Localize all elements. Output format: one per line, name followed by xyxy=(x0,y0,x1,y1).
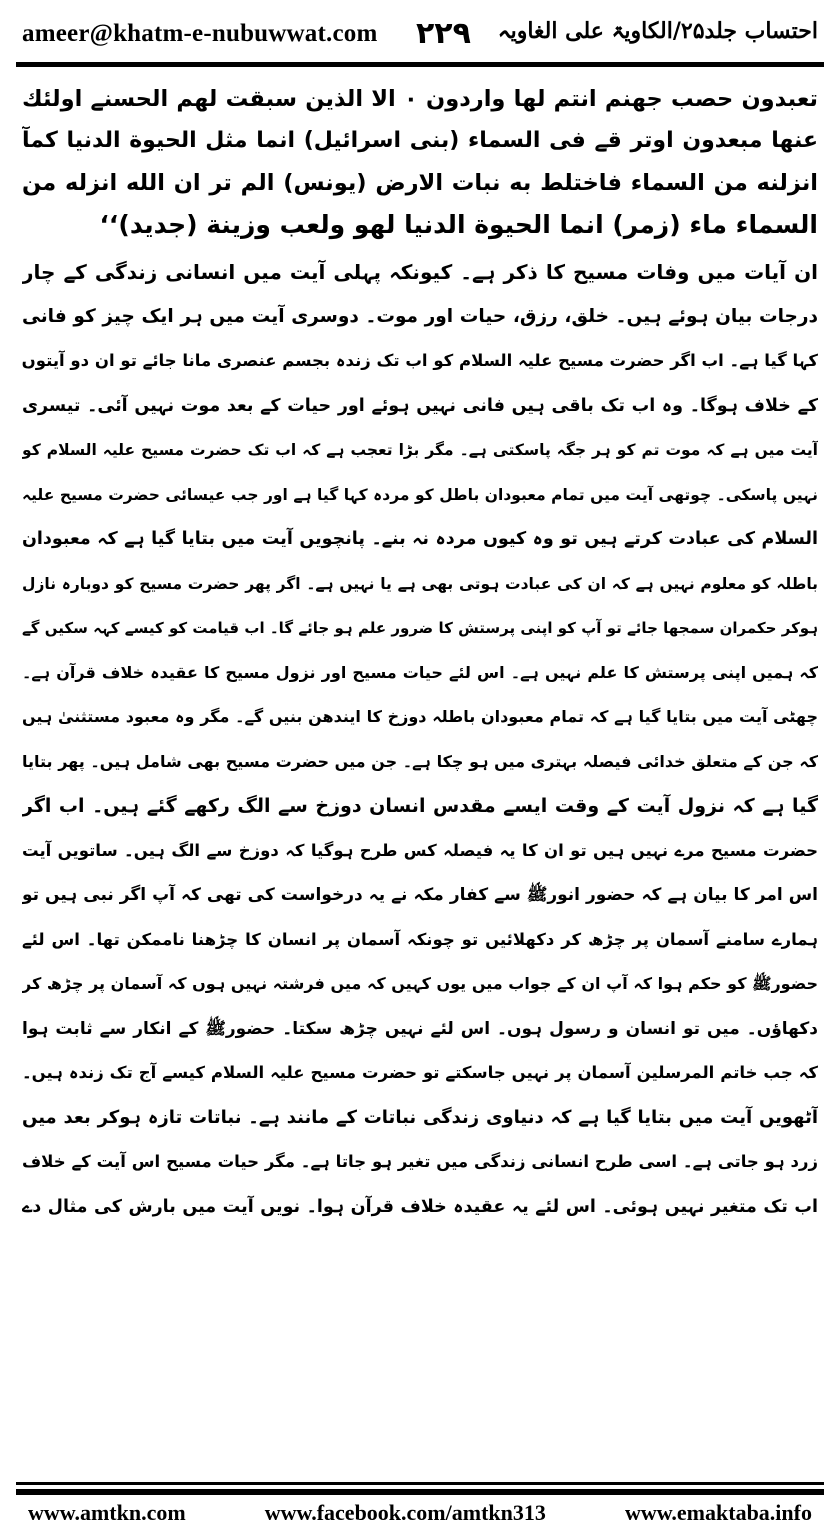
text-line: دکھاؤں۔ میں تو انسان و رسول ہوں۔ اس لئے نہیں چڑھ سکتا۔ حضورﷺ کے انکار سے ثابت ہوا xyxy=(22,1018,818,1039)
text-line: چھٹی آیت میں بتایا گیا ہے کہ تمام معبودان باطلہ دوزخ کا ایندھن بنیں گے۔ مگر وہ معبود مستثنیٰ ہیں xyxy=(22,707,818,726)
text-line: کہا گیا ہے۔ اب اگر حضرت مسیح علیہ السلام کو اب تک زندہ بجسم عنصری مانا جائے تو ان دو آیتوں xyxy=(22,351,818,370)
text-line: اس امر کا بیان ہے کہ حضور انورﷺ سے کفار مکہ نے یہ درخواست کی تھی کہ آپ اگر نبی ہیں تو xyxy=(22,885,818,905)
header-rule xyxy=(16,62,824,67)
page-footer xyxy=(16,1500,824,1536)
text-line: السلام کی عبادت کرتے ہیں تو وہ کیوں مردہ نہ بنے۔ پانچویں آیت میں بتایا گیا ہے کہ معبودان xyxy=(22,529,818,549)
text-line: زرد ہو جاتی ہے۔ اسی طرح انسانی زندگی میں تغیر ہو جاتا ہے۔ مگر حیات مسیح اس آیت کے خلاف xyxy=(22,1152,818,1171)
urdu-paragraph xyxy=(22,250,818,1229)
header-email: ameer@khatm-e-nubuwwat.com xyxy=(22,20,378,47)
footer-rule-thick xyxy=(16,1489,824,1495)
text-line: کہ جن کے متعلق خدائی فیصلہ بہتری میں ہو چکا ہے۔ جن میں حضرت مسیح بھی شامل ہیں۔ پھر بتایا xyxy=(22,751,818,771)
text-line: آیت میں ہے کہ موت تم کو ہر جگہ پاسکتی ہے۔ مگر بڑا تعجب ہے کہ اب تک حضرت مسیح علیہ السلام کو xyxy=(22,441,818,459)
page-header xyxy=(16,14,824,54)
text-line: کہ ہمیں اپنی پرستش کا علم نہیں ہے۔ اس لئے حیات مسیح اور نزول مسیح کا عقیدہ خلاف قرآن ہے۔ xyxy=(22,662,818,682)
text-line: درجات بیان ہوئے ہیں۔ خلق، رزق، حیات اور موت۔ دوسری آیت میں ہر ایک چیز کو فانی xyxy=(22,305,818,327)
arabic-line: انزلنه من السماء فاختلط به نبات الارض (یونس) الم تر ان الله انزله من xyxy=(22,170,818,196)
arabic-quote-block xyxy=(22,78,818,246)
text-line: نہیں پاسکی۔ چوتھی آیت میں تمام معبودان باطل کو مردہ کہا گیا ہے اور جب عیسائی حضرت مسیح علیہ xyxy=(22,485,818,504)
text-line: اب تک متغیر نہیں ہوئی۔ اس لئے یہ عقیدہ خلاف قرآن ہوا۔ نویں آیت میں بارش کی مثال دے xyxy=(22,1196,818,1217)
text-line: کہ جب خاتم المرسلین آسمان پر نہیں جاسکتے تو حضرت مسیح علیہ السلام کیسے آج تک زندہ ہیں۔ xyxy=(22,1063,818,1082)
footer-link-facebook[interactable]: www.facebook.com/amtkn313 xyxy=(264,1500,546,1525)
footer-rule-thin xyxy=(16,1482,824,1485)
text-line: ہوکر حکمران سمجھا جائے تو آپ کو اپنی پرستش کا ضرور علم ہو جائے گا۔ اب قیامت کو کیسے کہہ سکیں گے xyxy=(22,619,818,637)
text-line: باطلہ کو معلوم نہیں ہے کہ ان کی عبادت ہوتی بھی ہے یا نہیں ہے۔ اگر پھر حضرت مسیح کو دوبارہ نازل xyxy=(22,574,818,593)
footer-link-emaktaba[interactable]: www.emaktaba.info xyxy=(624,1500,812,1525)
page-number: ۲۲۹ xyxy=(416,16,471,51)
text-line: آٹھویں آیت میں بتایا گیا ہے کہ دنیاوی زندگی نباتات کے مانند ہے۔ نباتات تازہ ہوکر بعد میں xyxy=(22,1106,818,1128)
text-line: ان آیات میں وفات مسیح کا ذکر ہے۔ کیونکہ پہلی آیت میں انسانی زندگی کے چار xyxy=(22,260,818,284)
text-line: حضرت مسیح مرے نہیں ہیں تو ان کا یہ فیصلہ کس طرح ہوگیا کہ دوزخ سے الگ ہیں۔ ساتویں آیت xyxy=(22,840,818,860)
text-line: حضورﷺ کو حکم ہوا کہ آپ ان کے جواب میں یوں کہیں کہ میں فرشتہ نہیں ہوں کہ آسمان پر چڑھ کر xyxy=(22,974,818,993)
book-title: احتساب جلد۲۵/الکاویۃ علی الغاویہ xyxy=(497,18,818,44)
arabic-line: تعبدون حصب جهنم انتم لها واردون ۰ الا الذين سبقت لهم الحسنے اولئك xyxy=(22,86,818,112)
text-line: گیا ہے کہ نزول آیت کے وقت ایسے مقدس انسان دوزخ سے الگ رکھے گئے ہیں۔ اب اگر xyxy=(22,795,818,817)
text-line: ہمارے سامنے آسمان پر چڑھ کر دکھلائیں تو چونکہ آسمان پر انسان کا چڑھنا ناممکن تھا۔ اس لئے xyxy=(22,929,818,949)
page-body xyxy=(22,78,818,1229)
arabic-line: السماء ماء (زمر) انما الحيوة الدنيا لهو ولعب وزينة (جدید)‘‘ xyxy=(99,210,818,239)
text-line: کے خلاف ہوگا۔ وہ اب تک باقی ہیں فانی نہیں ہوئے اور حیات کے بعد موت نہیں آئی۔ تیسری xyxy=(22,395,818,416)
arabic-line: عنها مبعدون اوتر قے فی السماء (بنی اسرائیل) انما مثل الحيوة الدنيا كمآ xyxy=(22,128,818,153)
footer-link-amtkn[interactable]: www.amtkn.com xyxy=(28,1500,186,1525)
